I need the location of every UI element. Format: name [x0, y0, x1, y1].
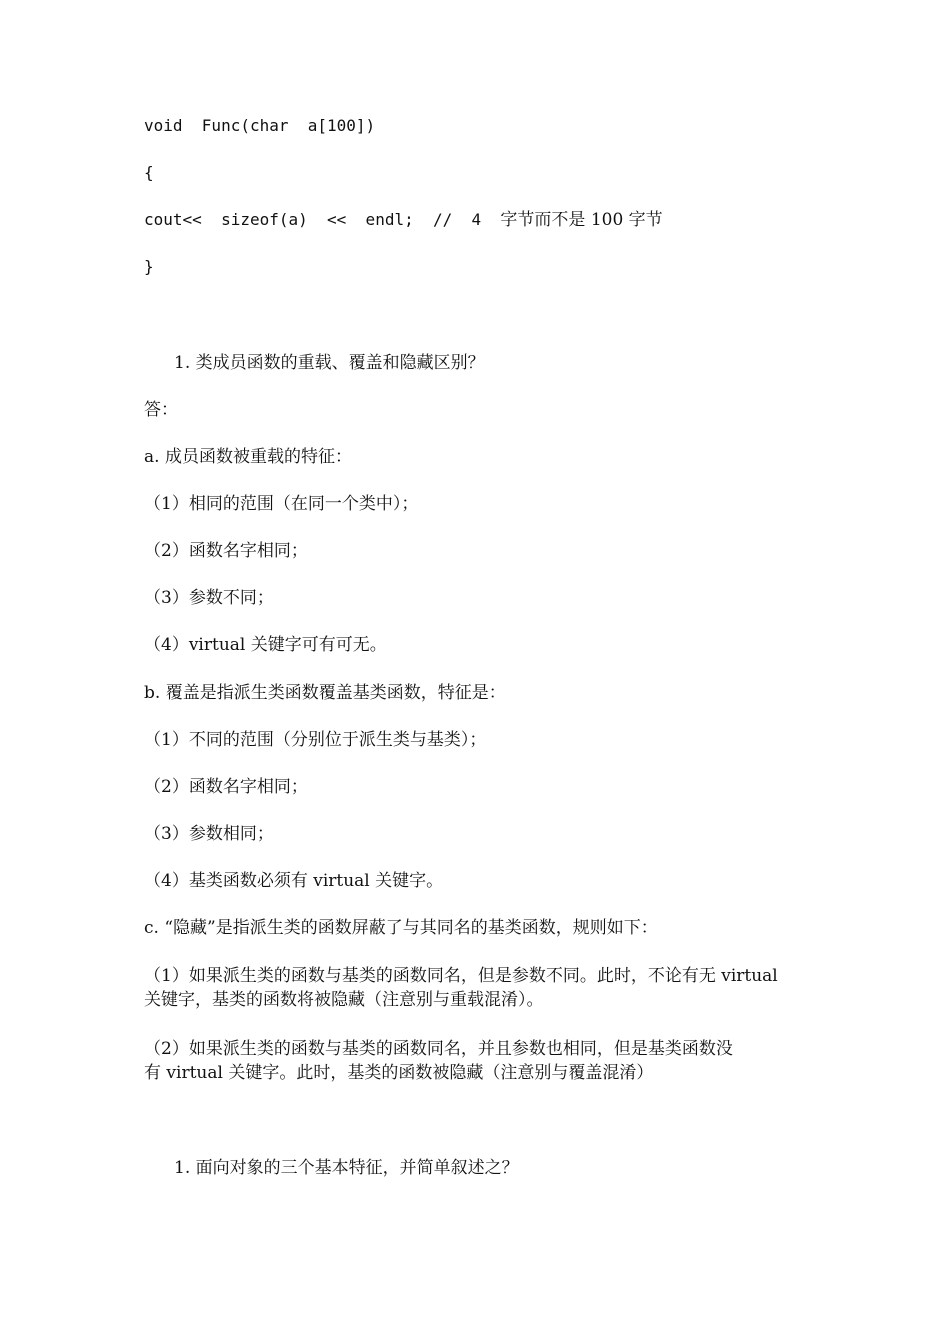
code-line-cout	[144, 208, 663, 232]
override-heading: b. 覆盖是指派生类函数覆盖基类函数，特征是：	[144, 683, 506, 703]
overload-item: （4）virtual 关键字可有可无。	[144, 635, 387, 655]
hide-rule-1-line-1: （1）如果派生类的函数与基类的函数同名，但是参数不同。此时，不论有无 virtual	[144, 966, 778, 986]
hide-rule-2-line-2: 有 virtual 关键字。此时，基类的函数被隐藏（注意别与覆盖混淆）	[144, 1063, 654, 1083]
overload-heading: a. 成员函数被重载的特征：	[144, 447, 352, 467]
override-item: （1）不同的范围（分别位于派生类与基类）；	[144, 730, 487, 750]
question-oop-features: 1. 面向对象的三个基本特征，并简单叙述之？	[174, 1158, 519, 1178]
answer-label: 答：	[144, 400, 178, 420]
overload-item: （3）参数不同；	[144, 588, 274, 608]
hide-heading: c. “隐藏”是指派生类的函数屏蔽了与其同名的基类函数，规则如下：	[144, 918, 658, 938]
question-overload-override-hide: 1. 类成员函数的重载、覆盖和隐藏区别？	[174, 353, 485, 373]
code-comment-text: 字节而不是 100 字节	[500, 210, 663, 230]
overload-item: （1）相同的范围（在同一个类中）；	[144, 494, 419, 514]
overload-item: （2）函数名字相同；	[144, 541, 308, 561]
code-line-function-signature: void Func(char a[100])	[144, 116, 376, 135]
code-line-open-brace: {	[144, 163, 154, 182]
override-item: （3）参数相同；	[144, 824, 274, 844]
code-line-close-brace: }	[144, 257, 154, 276]
override-item: （2）函数名字相同；	[144, 777, 308, 797]
hide-rule-2-line-1: （2）如果派生类的函数与基类的函数同名，并且参数也相同，但是基类函数没	[144, 1039, 733, 1059]
code-cout-statement: cout<< sizeof(a) << endl; // 4	[144, 210, 501, 229]
override-item: （4）基类函数必须有 virtual 关键字。	[144, 871, 444, 891]
hide-rule-1-line-2: 关键字，基类的函数将被隐藏（注意别与重载混淆）。	[144, 990, 544, 1010]
